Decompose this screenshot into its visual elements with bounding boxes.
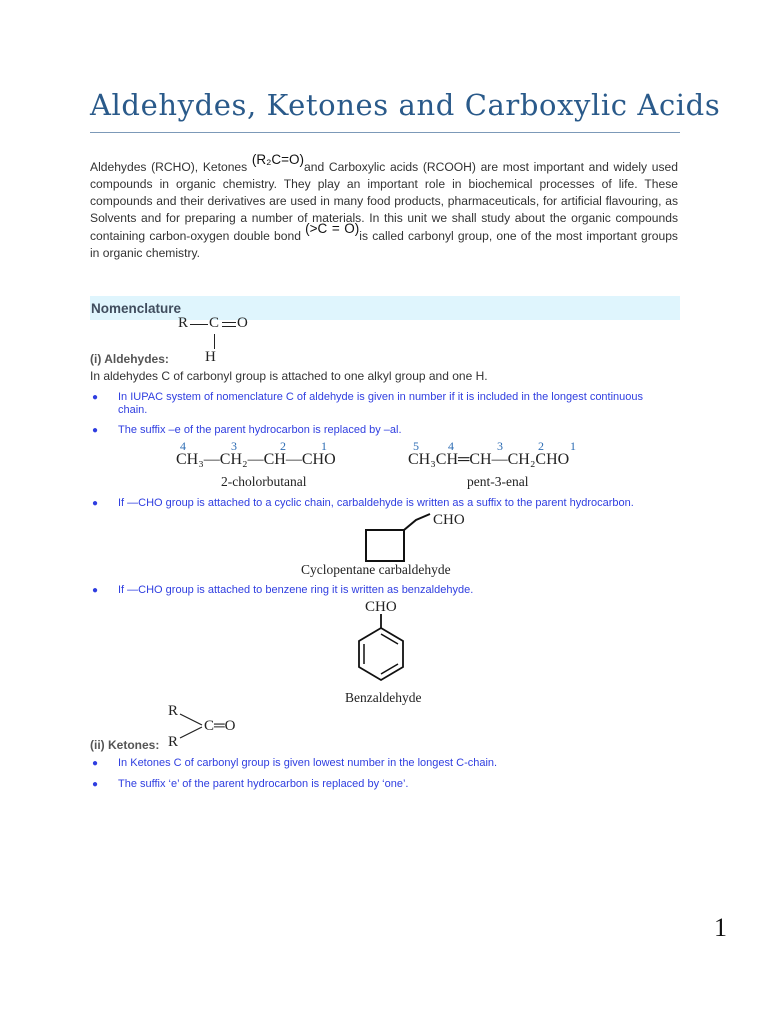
bullet-item — [92, 584, 672, 597]
bullet-item — [92, 391, 672, 417]
example-formula-1: CH₃—CH₂—CH—CHO — [176, 451, 336, 468]
double-bond-top — [222, 322, 236, 323]
bullet-item — [92, 778, 672, 791]
title-divider — [90, 132, 680, 133]
ketones-label: (ii) Ketones: — [90, 738, 160, 752]
aldehydes-description: In aldehydes C of carbonyl group is attached to one alkyl group and one H. — [90, 369, 488, 383]
bullet-item — [92, 757, 672, 770]
double-bond-bottom — [222, 326, 236, 327]
carbon-number: 5 — [413, 439, 419, 453]
carbon-number: 3 — [231, 439, 237, 453]
structure-h: H — [205, 349, 216, 365]
benzene-ring-icon — [350, 614, 420, 694]
carbon-number: 2 — [538, 439, 544, 453]
bond-line — [190, 324, 208, 325]
structure-o: O — [237, 315, 248, 331]
page-title: Aldehydes, Ketones and Carboxylic Acids — [90, 88, 721, 122]
bullet-dot-icon: ● — [92, 758, 99, 769]
bullet-text: In Ketones C of carbonyl group is given lowest number in the longest C-chain. — [118, 757, 498, 769]
ketone-co: C═O — [204, 718, 236, 734]
ketone-r1: R — [168, 703, 179, 719]
structure-c: C — [209, 315, 220, 331]
structure-r: R — [178, 315, 189, 331]
carbonyl-formula: (>C = O) — [305, 221, 360, 236]
aldehydes-label: (i) Aldehydes: — [90, 352, 169, 366]
carbon-number: 4 — [180, 439, 186, 453]
carbon-number: 4 — [448, 439, 454, 453]
bullet-dot-icon: ● — [92, 779, 99, 790]
example-formula-2: CH₃CH═CH—CH₂CHO — [408, 451, 570, 468]
aldehyde-structure — [178, 315, 188, 332]
bullet-text: The suffix ‘e’ of the parent hydrocarbon is replaced by ‘one’. — [118, 778, 409, 790]
bullet-item — [92, 497, 672, 510]
bullet-dot-icon: ● — [92, 585, 99, 596]
carbon-number: 3 — [497, 439, 503, 453]
bond-vertical — [214, 334, 215, 349]
benz-cho-label: CHO — [365, 599, 397, 615]
cyclo-name: Cyclopentane carbaldehyde — [301, 562, 451, 577]
carbon-number: 1 — [570, 439, 576, 453]
benz-name: Benzaldehyde — [345, 690, 422, 705]
example-name-1: 2-cholorbutanal — [221, 474, 307, 489]
intro-text-3: is called carbonyl group, one of the most important groups in organic chemistry. — [90, 229, 678, 260]
carbon-number: 2 — [280, 439, 286, 453]
page-number: 1 — [714, 913, 727, 942]
bullet-item — [92, 424, 672, 437]
nomenclature-heading: Nomenclature — [91, 301, 182, 316]
bullet-text: In IUPAC system of nomenclature C of aldehyde is given in number if it is included in the longest continuous chain. — [118, 391, 644, 416]
bullet-dot-icon: ● — [92, 425, 99, 436]
bullet-dot-icon: ● — [92, 392, 99, 403]
bullet-text: If —CHO group is attached to benzene ring it is written as benzaldehyde. — [118, 584, 474, 596]
intro-paragraph — [90, 152, 678, 262]
intro-text-1: Aldehydes (RCHO), Ketones — [90, 160, 248, 174]
bullet-text: If —CHO group is attached to a cyclic chain, carbaldehyde is written as a suffix to the parent hydrocarbon. — [118, 497, 634, 509]
example-name-2: pent-3-enal — [467, 474, 529, 489]
intro-text-2: and Carboxylic acids (RCOOH) are most important and widely used compounds in organic chemistry. They play an important role in biochemical processes of life. These compounds and their derivatives are used in many food products, pharmaceuticals, for artificial flavouring, as Solvents and for preparing a number of materials. In this unit we shall study about the organic compounds containing carbon-oxygen double bond — [90, 160, 678, 243]
ketone-r2: R — [168, 734, 179, 750]
bullet-text: The suffix –e of the parent hydrocarbon is replaced by –al. — [118, 424, 402, 436]
bullet-dot-icon: ● — [92, 498, 99, 509]
ketone-formula: (R₂C=O) — [251, 152, 304, 167]
cyclo-cho-label: CHO — [433, 512, 465, 528]
carbon-number: 1 — [321, 439, 327, 453]
